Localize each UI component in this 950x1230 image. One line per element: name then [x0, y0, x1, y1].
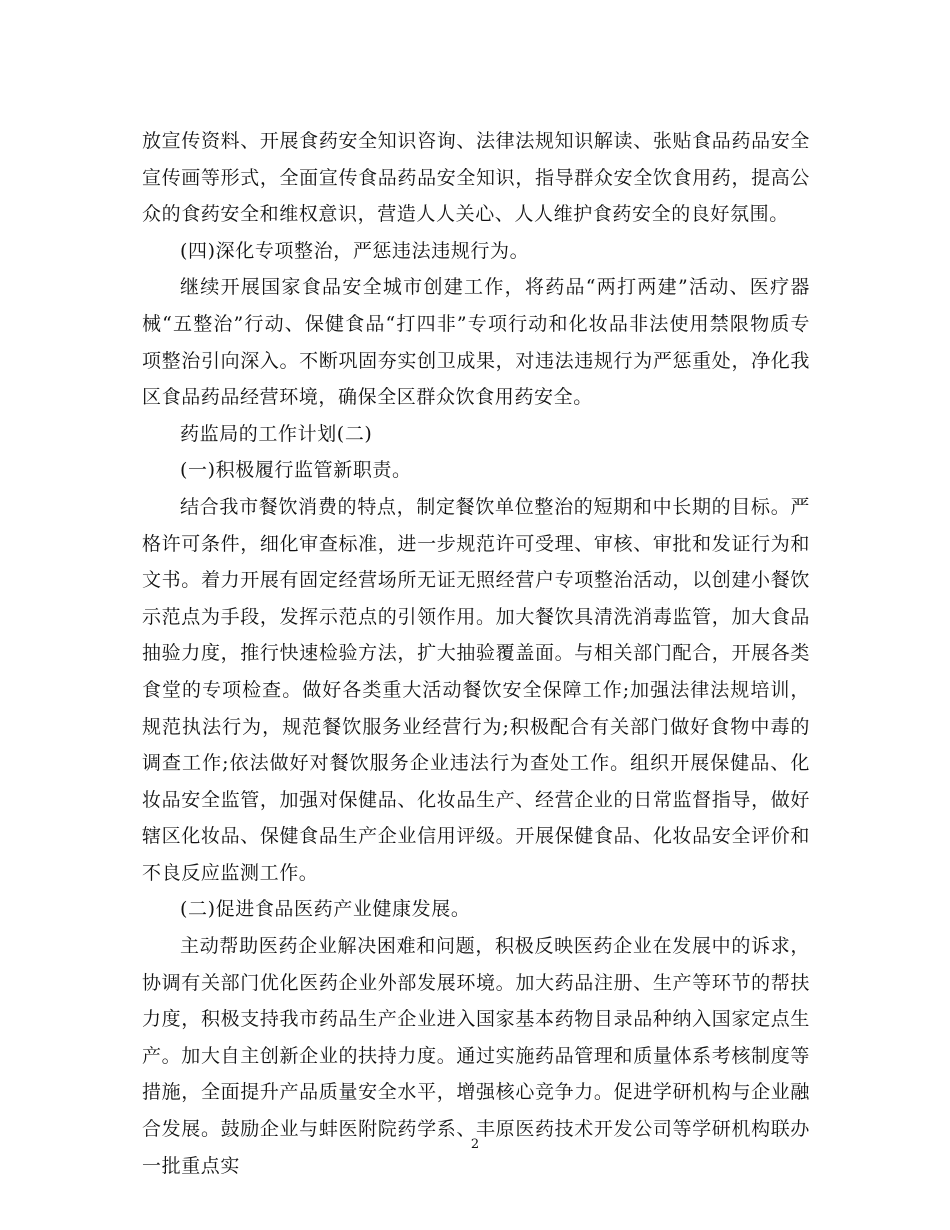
section-heading-one: (一)积极履行监管新职责。 — [180, 459, 412, 482]
paragraph: 主动帮助医药企业解决困难和问题，积极反映医药企业在发展中的诉求，协调有关部门优化医药企业外部发展环境。加大药品注册、生产等环节的帮扶力度，积极支持我市药品生产企业进入国家基本药物目录品种纳入国家定点生产。加大自主创新企业的扶持力度。通过实施药品管理和质量体系考核制度等措施，全面提升产品质量安全水平，增强核心竞争力。促进学研机构与企业融合发展。鼓励企业与蚌医附院药学系、丰原医药技术开发公司等学研机构联办一批重点实 — [142, 935, 810, 1177]
paragraph: 继续开展国家食品安全城市创建工作，将药品“两打两建”活动、医疗器械“五整治”行动、保健食品“打四非”专项行动和化妆品非法使用禁限物质专项整治引向深入。不断巩固夯实创卫成果，对违法违规行为严惩重处，净化我区食品药品经营环境，确保全区群众饮食用药安全。 — [142, 276, 810, 409]
document-body — [142, 123, 810, 1184]
section-heading-four: (四)深化专项整治，严惩违法违规行为。 — [180, 239, 530, 262]
section-heading-two: (二)促进食品医药产业健康发展。 — [180, 898, 471, 921]
plan-title: 药监局的工作计划(二) — [180, 422, 373, 445]
paragraph-continued: 放宣传资料、开展食药安全知识咨询、法律法规知识解读、张贴食品药品安全宣传画等形式，全面宣传食品药品安全知识，指导群众安全饮食用药，提高公众的食药安全和维权意识，营造人人关心、人人维护食药安全的良好氛围。 — [142, 130, 810, 226]
paragraph: 结合我市餐饮消费的特点，制定餐饮单位整治的短期和中长期的目标。严格许可条件，细化审查标准，进一步规范许可受理、审核、审批和发证行为和文书。着力开展有固定经营场所无证无照经营户专项整治活动，以创建小餐饮示范点为手段，发挥示范点的引领作用。加大餐饮具清洗消毒监管，加大食品抽验力度，推行快速检验方法，扩大抽验覆盖面。与相关部门配合，开展各类食堂的专项检查。做好各类重大活动餐饮安全保障工作;加强法律法规培训，规范执法行为，规范餐饮服务业经营行为;积极配合有关部门做好食物中毒的调查工作;依法做好对餐饮服务企业违法行为查处工作。组织开展保健品、化妆品安全监管，加强对保健品、化妆品生产、经营企业的日常监督指导，做好辖区化妆品、保健食品生产企业信用评级。开展保健食品、化妆品安全评价和不良反应监测工作。 — [142, 495, 810, 884]
page-number: 2 — [470, 1137, 480, 1152]
